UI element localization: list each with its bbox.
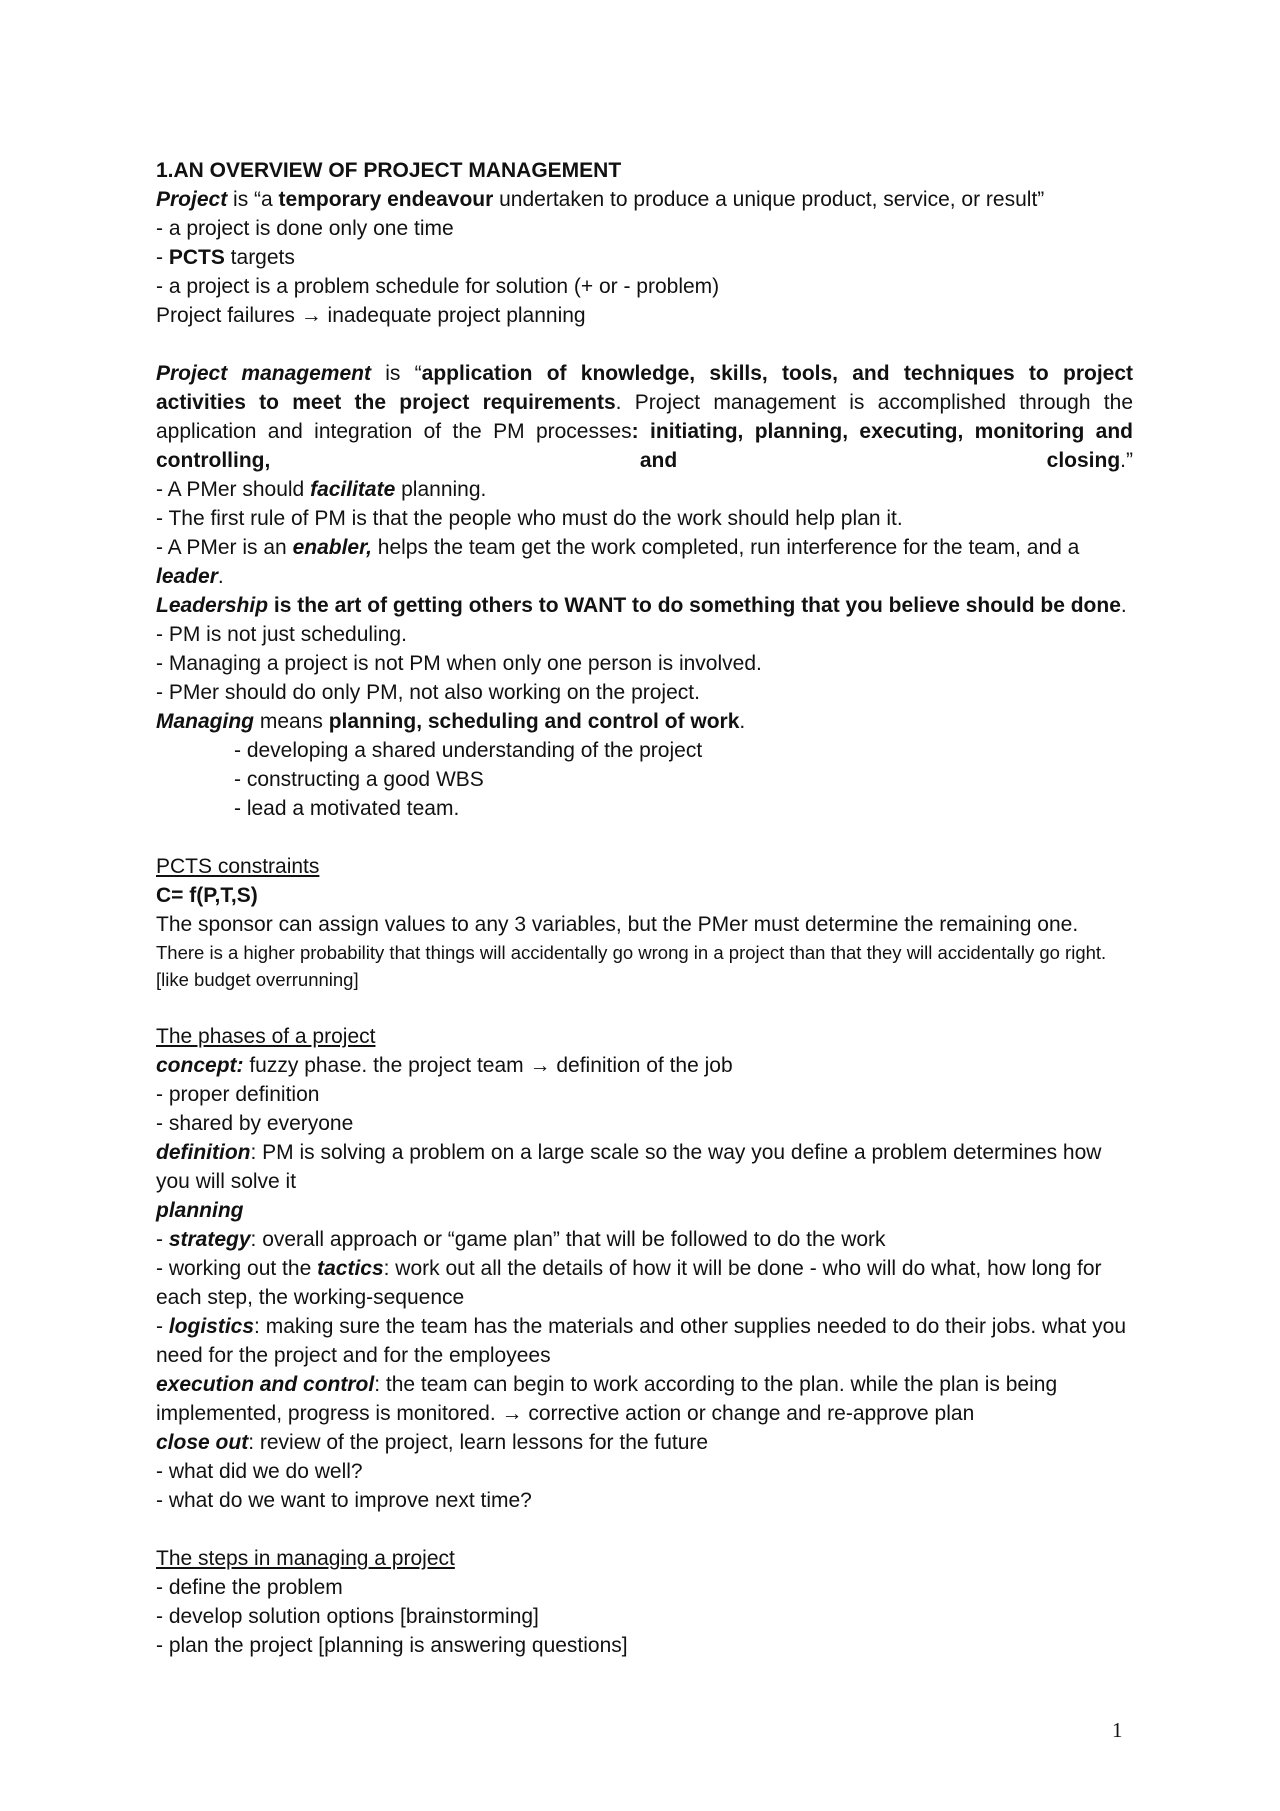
steps-heading: The steps in managing a project bbox=[156, 1547, 455, 1570]
section-title: 1.AN OVERVIEW OF PROJECT MANAGEMENT bbox=[156, 159, 622, 182]
managing-definition: Managing means planning, scheduling and control of work. bbox=[156, 710, 746, 733]
list-item: - PM is not just scheduling. bbox=[156, 623, 407, 646]
list-item: - A PMer should facilitate planning. bbox=[156, 478, 487, 501]
pcts-heading: PCTS constraints bbox=[156, 855, 320, 878]
spacer bbox=[156, 823, 1133, 852]
list-item: - strategy: overall approach or “game plan” that will be followed to do the work bbox=[156, 1228, 886, 1251]
list-item: - Managing a project is not PM when only one person is involved. bbox=[156, 652, 762, 675]
list-item: - define the problem bbox=[156, 1576, 343, 1599]
pm-definition: Project management is “application of knowledge, skills, tools, and techniques to project activities to meet the project requirements. Project management is accomplished through the application and integration of the PM processes: initiating, planning, executing, monitoring and controlling, and closing.” bbox=[156, 362, 1134, 472]
document-body bbox=[156, 156, 1133, 1660]
list-item: - The first rule of PM is that the people who must do the work should help plan it. bbox=[156, 507, 903, 530]
term-project: Project bbox=[156, 188, 228, 211]
spacer bbox=[156, 1515, 1133, 1544]
list-item: - PCTS targets bbox=[156, 246, 295, 269]
pcts-formula: C= f(P,T,S) bbox=[156, 884, 258, 907]
list-item: - lead a motivated team. bbox=[234, 797, 460, 820]
list-item: - plan the project [planning is answering questions] bbox=[156, 1634, 628, 1657]
list-item: Project failures → inadequate project planning bbox=[156, 304, 586, 327]
phase-definition: definition: PM is solving a problem on a large scale so the way you define a problem determines how you will solve it bbox=[156, 1141, 1102, 1193]
spacer bbox=[156, 330, 1133, 359]
list-item: - logistics: making sure the team has the materials and other supplies needed to do their jobs. what you need for the project and for the employees bbox=[156, 1315, 1127, 1367]
list-item: - developing a shared understanding of the project bbox=[234, 739, 703, 762]
phases-heading: The phases of a project bbox=[156, 1025, 376, 1048]
list-item: - develop solution options [brainstorming] bbox=[156, 1605, 539, 1628]
list-item: - what did we do well? bbox=[156, 1460, 363, 1483]
pcts-text: The sponsor can assign values to any 3 variables, but the PMer must determine the remaining one. bbox=[156, 913, 1079, 936]
page-number: 1 bbox=[1112, 1718, 1123, 1742]
list-item: - a project is a problem schedule for solution (+ or - problem) bbox=[156, 275, 720, 298]
leadership-definition: Leadership is the art of getting others to WANT to do something that you believe should be done. bbox=[156, 594, 1127, 617]
phase-execution: execution and control: the team can begin to work according to the plan. while the plan is being implemented, progress is monitored. → corrective action or change and re-approve plan bbox=[156, 1373, 1058, 1425]
phase-planning: planning bbox=[156, 1199, 244, 1222]
project-definition: Project is “a temporary endeavour undertaken to produce a unique product, service, or result” bbox=[156, 188, 1045, 211]
list-item: - PMer should do only PM, not also working on the project. bbox=[156, 681, 700, 704]
phase-concept: concept: fuzzy phase. the project team → definition of the job bbox=[156, 1054, 733, 1077]
spacer bbox=[156, 993, 1133, 1022]
pcts-note: There is a higher probability that things will accidentally go wrong in a project than that they will accidentally go right. [like budget overrunning] bbox=[156, 942, 1107, 990]
list-item: - what do we want to improve next time? bbox=[156, 1489, 532, 1512]
phase-close-out: close out: review of the project, learn lessons for the future bbox=[156, 1431, 709, 1454]
list-item: - shared by everyone bbox=[156, 1112, 354, 1135]
list-item: - A PMer is an enabler, helps the team get the work completed, run interference for the team, and a leader. bbox=[156, 536, 1080, 588]
list-item: - a project is done only one time bbox=[156, 217, 454, 240]
list-item: - constructing a good WBS bbox=[234, 768, 484, 791]
list-item: - proper definition bbox=[156, 1083, 320, 1106]
list-item: - working out the tactics: work out all the details of how it will be done - who will do what, how long for each step, the working-sequence bbox=[156, 1257, 1102, 1309]
